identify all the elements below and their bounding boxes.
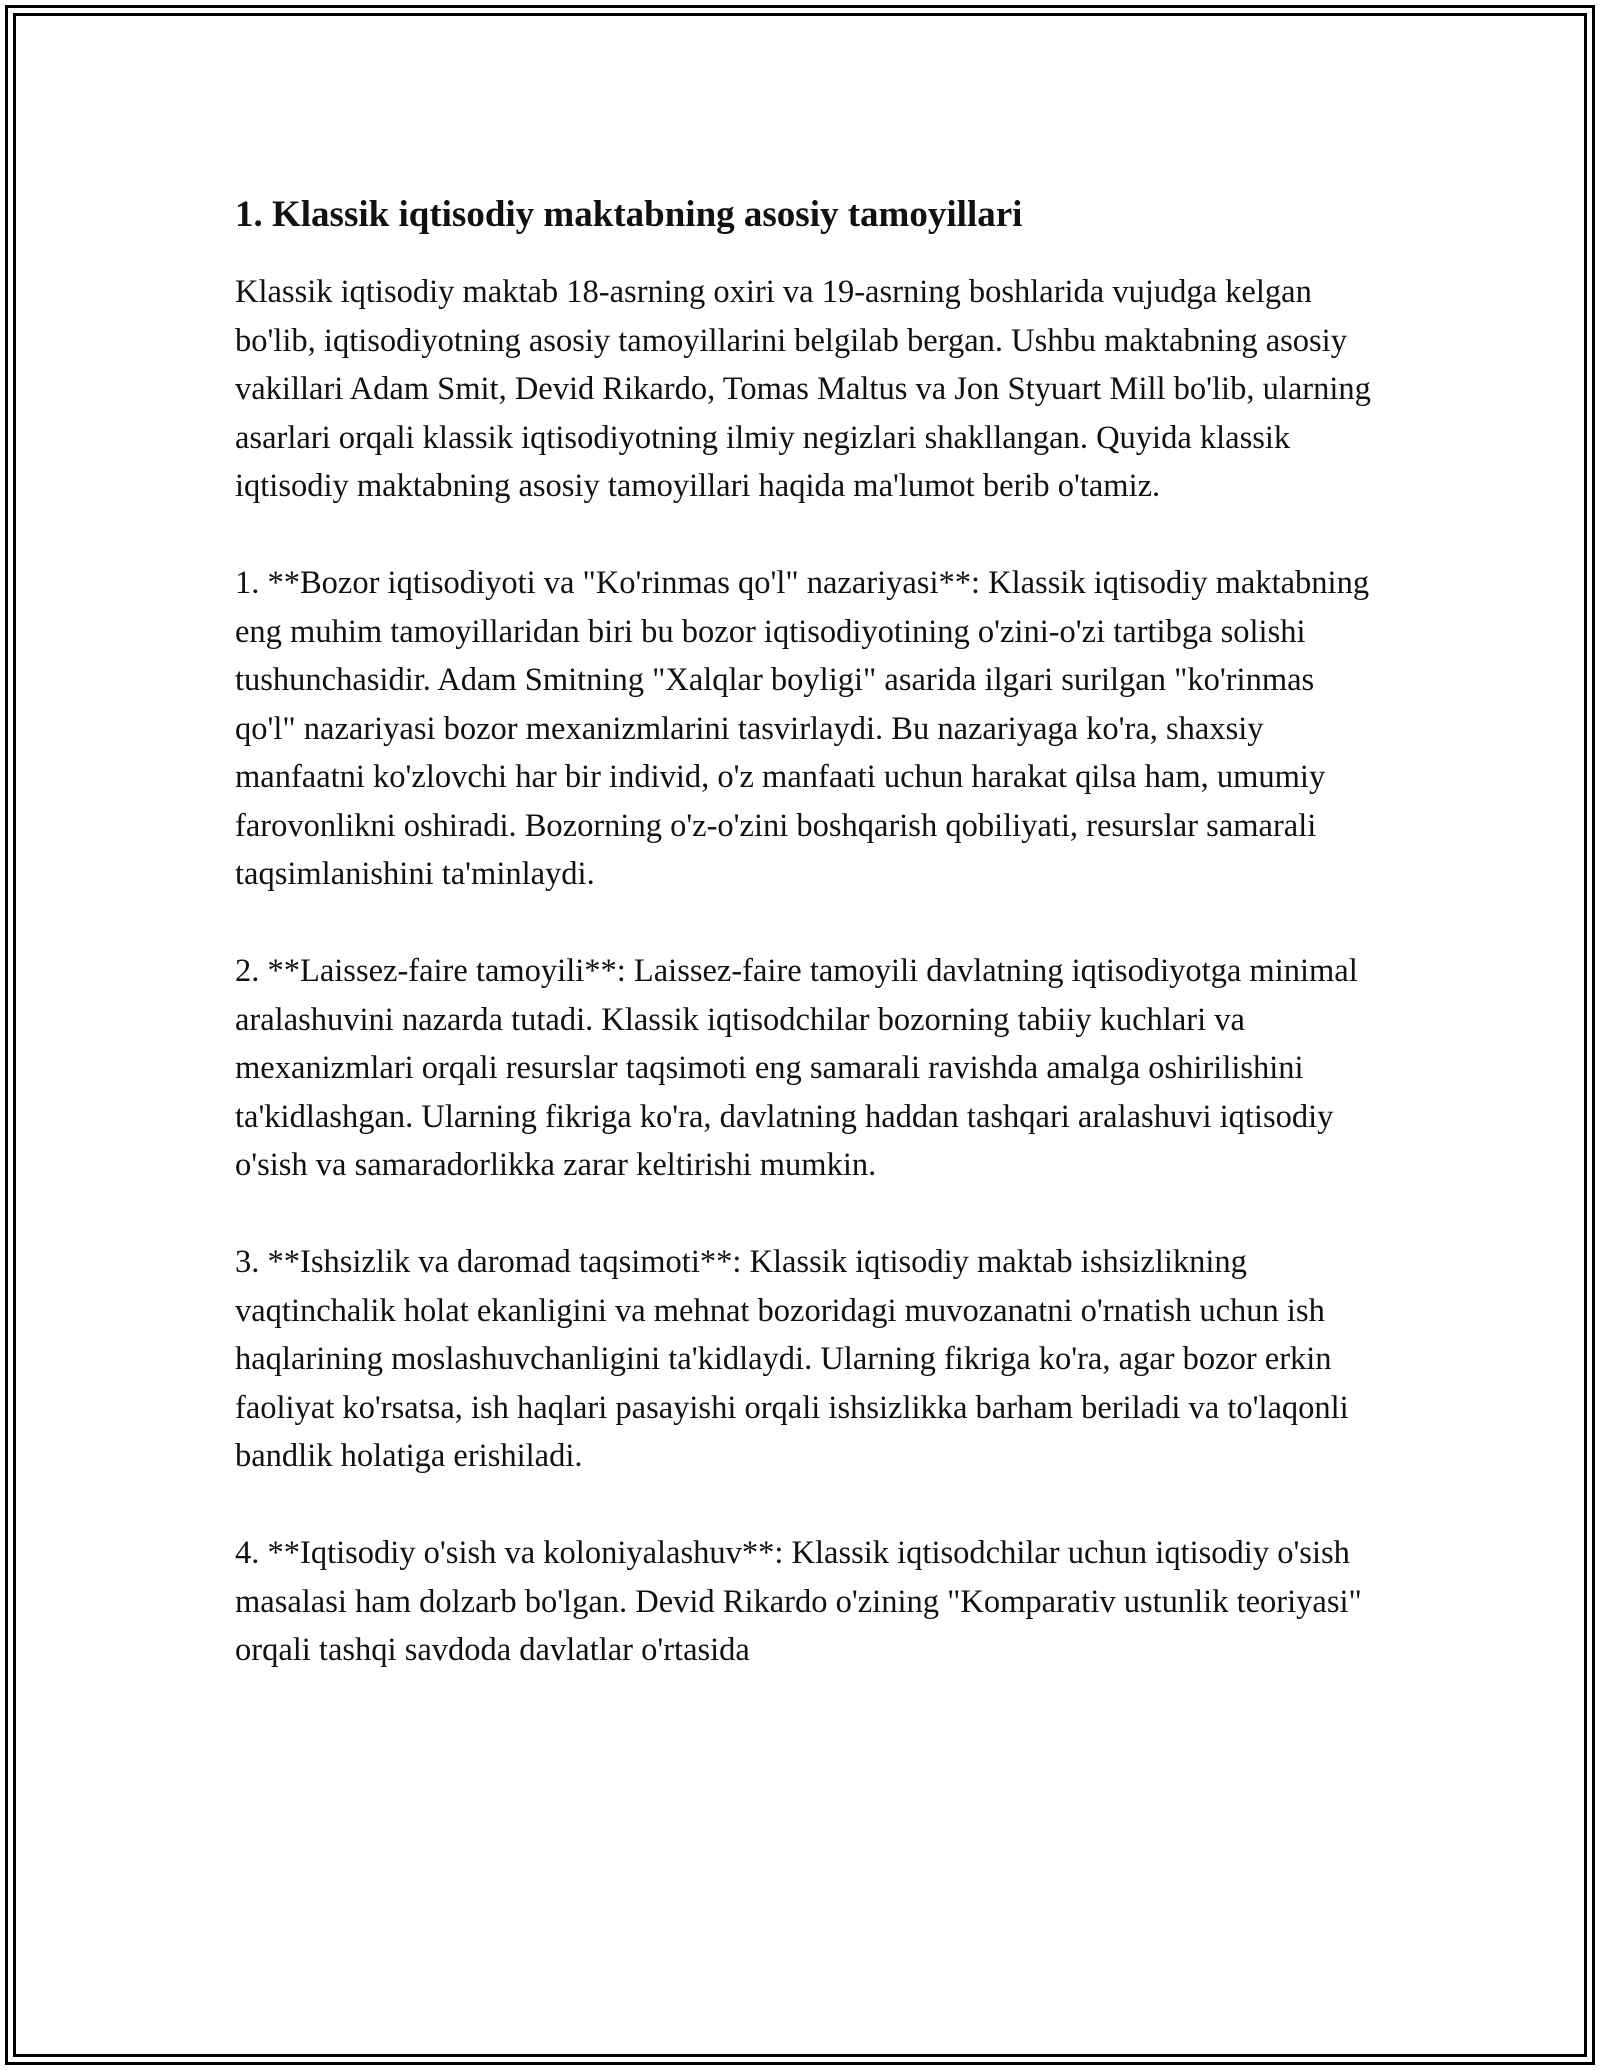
principle-4-paragraph: 4. **Iqtisodiy o'sish va koloniyalashuv**: Klassik iqtisodchilar uchun iqtisodiy o'sish masalasi ham dolzarb bo'lgan. Devid Rikardo o'zining "Komparativ ustunlik teoriyasi" orqali tashqi savdoda davlatlar o'rtasida — [235, 1535, 1362, 1668]
intro-paragraph: Klassik iqtisodiy maktab 18-asrning oxiri va 19-asrning boshlarida vujudga kelgan bo'lib, iqtisodiyotning asosiy tamoyillarini belgilab bergan. Ushbu maktabning asosiy vakillari Adam Smit, Devid Rikardo, Tomas Maltus va Jon Styuart Mill bo'lib, ularning asarlari orqali klassik iqtisodiyotning ilmiy negizlari shakllangan. Quyida klassik iqtisodiy maktabning asosiy tamoyillari haqida ma'lumot berib o'tamiz. — [235, 274, 1371, 504]
principle-1-paragraph: 1. **Bozor iqtisodiyoti va "Ko'rinmas qo'l" nazariyasi**: Klassik iqtisodiy maktabning eng muhim tamoyillaridan biri bu bozor iqtisodiyotining o'zini-o'zi tartibga solishi tushunchasidir. Adam Smitning "Xalqlar boyligi" asarida ilgari surilgan "ko'rinmas qo'l" nazariyasi bozor mexanizmlarini tasvirlaydi. Bu nazariyaga ko'ra, shaxsiy manfaatni ko'zlovchi har bir individ, o'z manfaati uchun harakat qilsa ham, umumiy farovonlikni oshiradi. Bozorning o'z-o'zini boshqarish qobiliyati, resurslar samarali taqsimlanishini ta'minlaydi. — [235, 565, 1370, 892]
document-body — [235, 190, 1375, 1723]
document-title: 1. Klassik iqtisodiy maktabning asosiy tamoyillari — [235, 194, 1023, 235]
principle-2-paragraph: 2. **Laissez-faire tamoyili**: Laissez-faire tamoyili davlatning iqtisodiyotga minimal aralashuvini nazarda tutadi. Klassik iqtisodchilar bozorning tabiiy kuchlari va mexanizmlari orqali resurslar taqsimoti eng samarali ravishda amalga oshirilishini ta'kidlashgan. Ularning fikriga ko'ra, davlatning haddan tashqari aralashuvi iqtisodiy o'sish va samaradorlikka zarar keltirishi mumkin. — [235, 953, 1358, 1183]
principle-3-paragraph: 3. **Ishsizlik va daromad taqsimoti**: Klassik iqtisodiy maktab ishsizlikning vaqtinchalik holat ekanligini va mehnat bozoridagi muvozanatni o'rnatish uchun ish haqlarining moslashuvchanligini ta'kidlaydi. Ularning fikriga ko'ra, agar bozor erkin faoliyat ko'rsatsa, ish haqlari pasayishi orqali ishsizlikka barham beriladi va to'laqonli bandlik holatiga erishiladi. — [235, 1244, 1349, 1474]
